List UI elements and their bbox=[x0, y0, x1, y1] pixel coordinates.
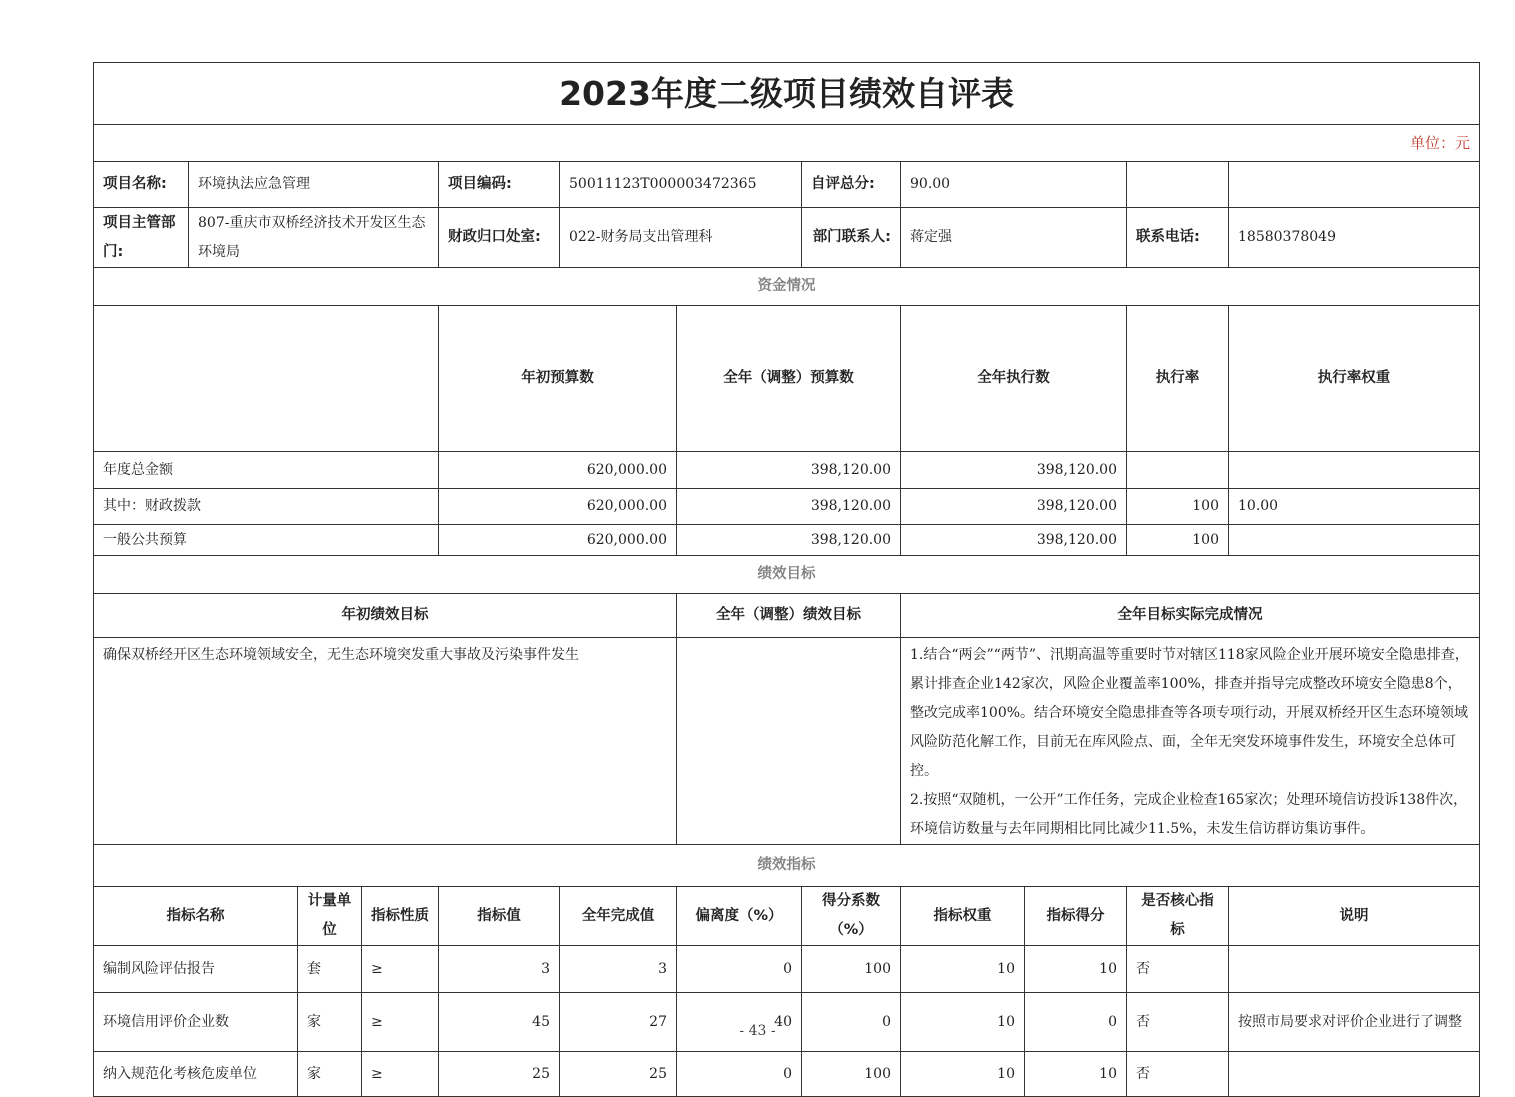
ind-unit: 套 bbox=[298, 946, 362, 993]
ind-value: 3 bbox=[439, 946, 560, 993]
score-label: 自评总分: bbox=[802, 162, 901, 208]
ind-unit: 家 bbox=[298, 1052, 362, 1097]
ind-weight: 10 bbox=[901, 1052, 1025, 1097]
ind-unit: 家 bbox=[298, 993, 362, 1052]
unit-label: 单位：元 bbox=[94, 125, 1480, 162]
col-header-executed: 全年执行数 bbox=[901, 306, 1127, 452]
fund-executed: 398,120.00 bbox=[901, 525, 1127, 556]
col-header-initial-budget: 年初预算数 bbox=[439, 306, 677, 452]
fund-initial: 620,000.00 bbox=[439, 452, 677, 489]
funds-section-header: 资金情况 bbox=[94, 268, 1480, 306]
table-row bbox=[94, 452, 1480, 489]
table-row bbox=[94, 1052, 1480, 1097]
phone-label: 联系电话: bbox=[1127, 208, 1229, 268]
fund-name: 一般公共预算 bbox=[94, 525, 439, 556]
ind-weight: 10 bbox=[901, 946, 1025, 993]
ind-coefficient: 100 bbox=[802, 946, 901, 993]
fund-rate: 100 bbox=[1127, 489, 1229, 525]
goal-actual-item-1: 1.结合“两会”“两节”、汛期高温等重要时节对辖区118家风险企业开展环境安全隐患排查，累计排查企业142家次，风险企业覆盖率100%，排查并指导完成整改环境安全隐患8个，整改完成率100%。结合环境安全隐患排查等各项专项行动，开展双桥经开区生态环境领域风险防范化解工作，目前无在库风险点、面，全年无突发环境事件发生，环境安全总体可控。 bbox=[910, 647, 1469, 779]
total-score: 90.00 bbox=[901, 162, 1127, 208]
ind-deviation: 40 bbox=[677, 993, 802, 1052]
indicators-section-header: 绩效指标 bbox=[94, 845, 1480, 887]
ind-deviation: 0 bbox=[677, 1052, 802, 1097]
goal-header-adjusted: 全年（调整）绩效目标 bbox=[677, 594, 901, 638]
ind-deviation: 0 bbox=[677, 946, 802, 993]
fund-weight bbox=[1229, 525, 1480, 556]
table-row bbox=[94, 489, 1480, 525]
ind-done: 3 bbox=[560, 946, 677, 993]
fund-name: 其中：财政拨款 bbox=[94, 489, 439, 525]
col-header-rate: 执行率 bbox=[1127, 306, 1229, 452]
project-name-label: 项目名称: bbox=[94, 162, 189, 208]
dept-label: 项目主管部门: bbox=[94, 208, 189, 268]
fund-executed: 398,120.00 bbox=[901, 452, 1127, 489]
ind-header-note: 说明 bbox=[1229, 887, 1480, 946]
phone-value: 18580378049 bbox=[1229, 208, 1480, 268]
empty-header-cell bbox=[94, 306, 439, 452]
ind-done: 27 bbox=[560, 993, 677, 1052]
ind-core: 否 bbox=[1127, 1052, 1229, 1097]
ind-score: 10 bbox=[1025, 946, 1127, 993]
ind-coefficient: 100 bbox=[802, 1052, 901, 1097]
finance-label: 财政归口处室: bbox=[439, 208, 560, 268]
fund-initial: 620,000.00 bbox=[439, 525, 677, 556]
ind-nature: ≥ bbox=[362, 993, 439, 1052]
ind-header-deviation: 偏离度（%） bbox=[677, 887, 802, 946]
ind-header-value: 指标值 bbox=[439, 887, 560, 946]
goal-header-actual: 全年目标实际完成情况 bbox=[901, 594, 1480, 638]
ind-nature: ≥ bbox=[362, 1052, 439, 1097]
goal-initial: 确保双桥经开区生态环境领域安全，无生态环境突发重大事故及污染事件发生 bbox=[94, 638, 677, 845]
empty-cell bbox=[1229, 162, 1480, 208]
self-evaluation-table bbox=[93, 62, 1480, 1097]
ind-header-unit: 计量单位 bbox=[298, 887, 362, 946]
table-row bbox=[94, 993, 1480, 1052]
fund-weight bbox=[1229, 452, 1480, 489]
ind-value: 25 bbox=[439, 1052, 560, 1097]
fund-adjusted: 398,120.00 bbox=[677, 452, 901, 489]
ind-header-score: 指标得分 bbox=[1025, 887, 1127, 946]
fund-adjusted: 398,120.00 bbox=[677, 489, 901, 525]
fund-initial: 620,000.00 bbox=[439, 489, 677, 525]
col-header-rate-weight: 执行率权重 bbox=[1229, 306, 1480, 452]
ind-score: 10 bbox=[1025, 1052, 1127, 1097]
fund-executed: 398,120.00 bbox=[901, 489, 1127, 525]
fund-rate: 100 bbox=[1127, 525, 1229, 556]
ind-note: 按照市局要求对评价企业进行了调整 bbox=[1229, 993, 1480, 1052]
ind-note bbox=[1229, 1052, 1480, 1097]
ind-header-weight: 指标权重 bbox=[901, 887, 1025, 946]
goals-section-header: 绩效目标 bbox=[94, 556, 1480, 594]
finance-value: 022-财务局支出管理科 bbox=[560, 208, 802, 268]
dept-value: 807-重庆市双桥经济技术开发区生态环境局 bbox=[189, 208, 439, 268]
fund-name: 年度总金额 bbox=[94, 452, 439, 489]
ind-name: 纳入规范化考核危废单位 bbox=[94, 1052, 298, 1097]
ind-done: 25 bbox=[560, 1052, 677, 1097]
page-title: 2023年度二级项目绩效自评表 bbox=[94, 63, 1480, 125]
goal-adjusted bbox=[677, 638, 901, 845]
ind-name: 环境信用评价企业数 bbox=[94, 993, 298, 1052]
project-code-label: 项目编码: bbox=[439, 162, 560, 208]
contact-label: 部门联系人: bbox=[802, 208, 901, 268]
ind-header-coefficient: 得分系数（%） bbox=[802, 887, 901, 946]
ind-header-name: 指标名称 bbox=[94, 887, 298, 946]
ind-header-done: 全年完成值 bbox=[560, 887, 677, 946]
page-number: - 43 - bbox=[739, 1023, 776, 1039]
goal-actual-item-2: 2.按照“双随机，一公开”工作任务，完成企业检查165家次；处理环境信访投诉138件次，环境信访数量与去年同期相比同比减少11.5%，未发生信访群访集访事件。 bbox=[910, 792, 1468, 837]
ind-core: 否 bbox=[1127, 946, 1229, 993]
contact-value: 蒋定强 bbox=[901, 208, 1127, 268]
project-name: 环境执法应急管理 bbox=[189, 162, 439, 208]
ind-core: 否 bbox=[1127, 993, 1229, 1052]
col-header-adjusted-budget: 全年（调整）预算数 bbox=[677, 306, 901, 452]
ind-weight: 10 bbox=[901, 993, 1025, 1052]
fund-adjusted: 398,120.00 bbox=[677, 525, 901, 556]
ind-note bbox=[1229, 946, 1480, 993]
fund-weight: 10.00 bbox=[1229, 489, 1480, 525]
ind-value: 45 bbox=[439, 993, 560, 1052]
project-code: 50011123T000003472365 bbox=[560, 162, 802, 208]
ind-coefficient: 0 bbox=[802, 993, 901, 1052]
table-row bbox=[94, 946, 1480, 993]
ind-score: 0 bbox=[1025, 993, 1127, 1052]
empty-cell bbox=[1127, 162, 1229, 208]
goal-header-initial: 年初绩效目标 bbox=[94, 594, 677, 638]
ind-header-nature: 指标性质 bbox=[362, 887, 439, 946]
fund-rate bbox=[1127, 452, 1229, 489]
ind-header-core: 是否核心指标 bbox=[1127, 887, 1229, 946]
goal-actual bbox=[901, 638, 1480, 845]
table-row bbox=[94, 525, 1480, 556]
ind-name: 编制风险评估报告 bbox=[94, 946, 298, 993]
ind-nature: ≥ bbox=[362, 946, 439, 993]
